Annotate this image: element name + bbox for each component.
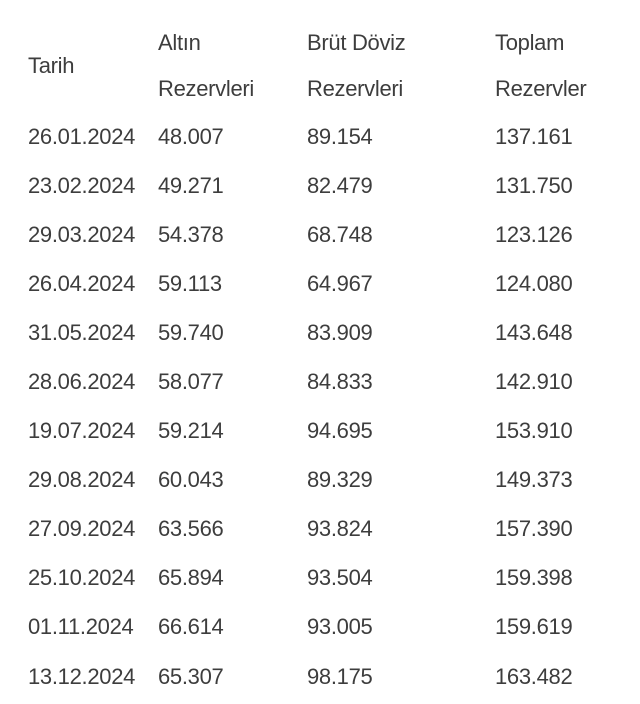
date-cell: 23.02.2024 [28, 172, 136, 198]
gold-reserves-cell: 65.894 [158, 565, 224, 591]
table-row [28, 161, 635, 210]
gross-fx-reserves-cell: 93.504 [307, 565, 373, 591]
gross-fx-reserves-cell: 93.005 [307, 614, 373, 640]
total-reserves-cell: 159.398 [495, 565, 573, 591]
table-row [28, 456, 635, 505]
header-gross-fx-reserves [307, 20, 495, 112]
total-reserves-cell: 131.750 [495, 172, 573, 198]
header-label-line1: Toplam [495, 30, 565, 55]
gold-reserves-cell: 60.043 [158, 467, 224, 493]
header-label-line2: Rezervler [495, 76, 587, 101]
date-cell: 27.09.2024 [28, 516, 136, 542]
gold-reserves-cell: 59.740 [158, 319, 224, 345]
gross-fx-reserves-cell: 93.824 [307, 516, 373, 542]
gross-fx-reserves-cell: 82.479 [307, 172, 373, 198]
table-row [28, 308, 635, 357]
date-cell: 13.12.2024 [28, 663, 136, 689]
header-label-line2: Rezervleri [307, 76, 404, 101]
date-cell: 28.06.2024 [28, 369, 136, 395]
header-date-label: Tarih [28, 53, 75, 78]
gross-fx-reserves-cell: 64.967 [307, 270, 373, 296]
header-gold-reserves [158, 20, 307, 112]
gross-fx-reserves-cell: 83.909 [307, 319, 373, 345]
table-row [28, 407, 635, 456]
gold-reserves-cell: 49.271 [158, 172, 224, 198]
date-cell: 29.08.2024 [28, 467, 136, 493]
total-reserves-cell: 143.648 [495, 319, 573, 345]
header-date [28, 20, 158, 112]
header-total-reserves [495, 20, 635, 112]
table-row [28, 259, 635, 308]
header-row [28, 20, 635, 112]
date-cell: 19.07.2024 [28, 418, 136, 444]
total-reserves-cell: 137.161 [495, 123, 573, 149]
date-cell: 01.11.2024 [28, 614, 134, 640]
header-label-line1: Brüt Döviz [307, 30, 406, 55]
gross-fx-reserves-cell: 84.833 [307, 369, 373, 395]
table-row [28, 554, 635, 603]
total-reserves-cell: 123.126 [495, 221, 573, 247]
gold-reserves-cell: 66.614 [158, 614, 224, 640]
table-row [28, 210, 635, 259]
total-reserves-cell: 163.482 [495, 663, 573, 689]
table-row [28, 603, 635, 652]
gold-reserves-cell: 65.307 [158, 663, 224, 689]
total-reserves-cell: 149.373 [495, 467, 573, 493]
table-row [28, 112, 635, 161]
table-row [28, 652, 635, 701]
gold-reserves-cell: 59.113 [158, 270, 222, 296]
gold-reserves-cell: 59.214 [158, 418, 224, 444]
date-cell: 29.03.2024 [28, 221, 136, 247]
date-cell: 25.10.2024 [28, 565, 136, 591]
gold-reserves-cell: 48.007 [158, 123, 224, 149]
gold-reserves-cell: 54.378 [158, 221, 224, 247]
table-row [28, 505, 635, 554]
total-reserves-cell: 159.619 [495, 614, 573, 640]
table-row [28, 357, 635, 406]
date-cell: 26.01.2024 [28, 123, 136, 149]
date-cell: 26.04.2024 [28, 270, 136, 296]
header-label-line1: Altın [158, 30, 201, 55]
reserves-table [28, 20, 635, 701]
gross-fx-reserves-cell: 89.329 [307, 467, 373, 493]
total-reserves-cell: 124.080 [495, 270, 573, 296]
gold-reserves-cell: 58.077 [158, 369, 224, 395]
total-reserves-cell: 142.910 [495, 369, 573, 395]
total-reserves-cell: 157.390 [495, 516, 573, 542]
gold-reserves-cell: 63.566 [158, 516, 224, 542]
header-label-line2: Rezervleri [158, 76, 255, 101]
gross-fx-reserves-cell: 68.748 [307, 221, 373, 247]
gross-fx-reserves-cell: 98.175 [307, 663, 373, 689]
gross-fx-reserves-cell: 94.695 [307, 418, 373, 444]
total-reserves-cell: 153.910 [495, 418, 573, 444]
date-cell: 31.05.2024 [28, 319, 136, 345]
gross-fx-reserves-cell: 89.154 [307, 123, 373, 149]
